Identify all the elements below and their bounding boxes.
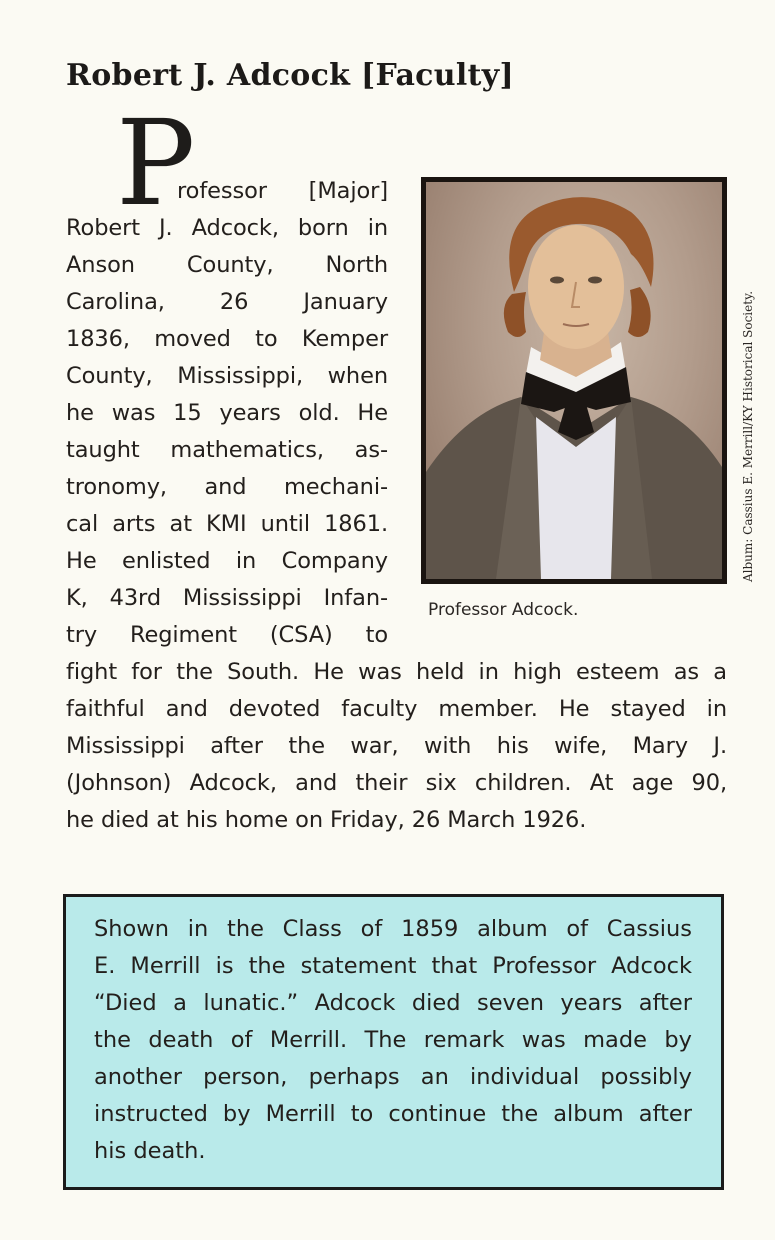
- article-line: faithful and devoted faculty member. He stayed in: [66, 696, 727, 722]
- portrait-image: [421, 177, 727, 584]
- article-line: he was 15 years old. He: [66, 400, 388, 426]
- article-line: 1836, moved to Kemper: [66, 326, 388, 352]
- article-line: he died at his home on Friday, 26 March 1926.: [66, 807, 587, 833]
- article-line: He enlisted in Company: [66, 548, 388, 574]
- page-title: Robert J. Adcock [Faculty]: [66, 58, 514, 93]
- article-line: tronomy, and mechani-: [66, 474, 388, 500]
- figure-caption: Professor Adcock.: [428, 600, 579, 620]
- article-line: cal arts at KMI until 1861.: [66, 511, 388, 537]
- article-line: fight for the South. He was held in high esteem as a: [66, 659, 727, 685]
- article-line: County, Mississippi, when: [66, 363, 388, 389]
- note-line: E. Merrill is the statement that Professor Adcock: [94, 953, 692, 979]
- note-line: Shown in the Class of 1859 album of Cassius: [94, 916, 692, 942]
- article-line: Mississippi after the war, with his wife, Mary J.: [66, 733, 727, 759]
- article-line: rofessor [Major]: [177, 178, 388, 204]
- article-line: K, 43rd Mississippi Infan-: [66, 585, 388, 611]
- article-line: (Johnson) Adcock, and their six children. At age 90,: [66, 770, 727, 796]
- note-line: “Died a lunatic.” Adcock died seven years after: [94, 990, 692, 1016]
- note-line: another person, perhaps an individual possibly: [94, 1064, 692, 1090]
- photo-credit: Album: Cassius E. Merrill/KY Historical Society.: [741, 290, 755, 582]
- article-line: Carolina, 26 January: [66, 289, 388, 315]
- drop-cap: P: [116, 94, 196, 232]
- note-line: the death of Merrill. The remark was made by: [94, 1027, 692, 1053]
- portrait-illustration: [426, 182, 722, 579]
- article-line: Robert J. Adcock, born in: [66, 215, 388, 241]
- note-line: his death.: [94, 1138, 206, 1164]
- note-line: instructed by Merrill to continue the album after: [94, 1101, 692, 1127]
- article-line: taught mathematics, as-: [66, 437, 388, 463]
- article-line: try Regiment (CSA) to: [66, 622, 388, 648]
- article-line: Anson County, North: [66, 252, 388, 278]
